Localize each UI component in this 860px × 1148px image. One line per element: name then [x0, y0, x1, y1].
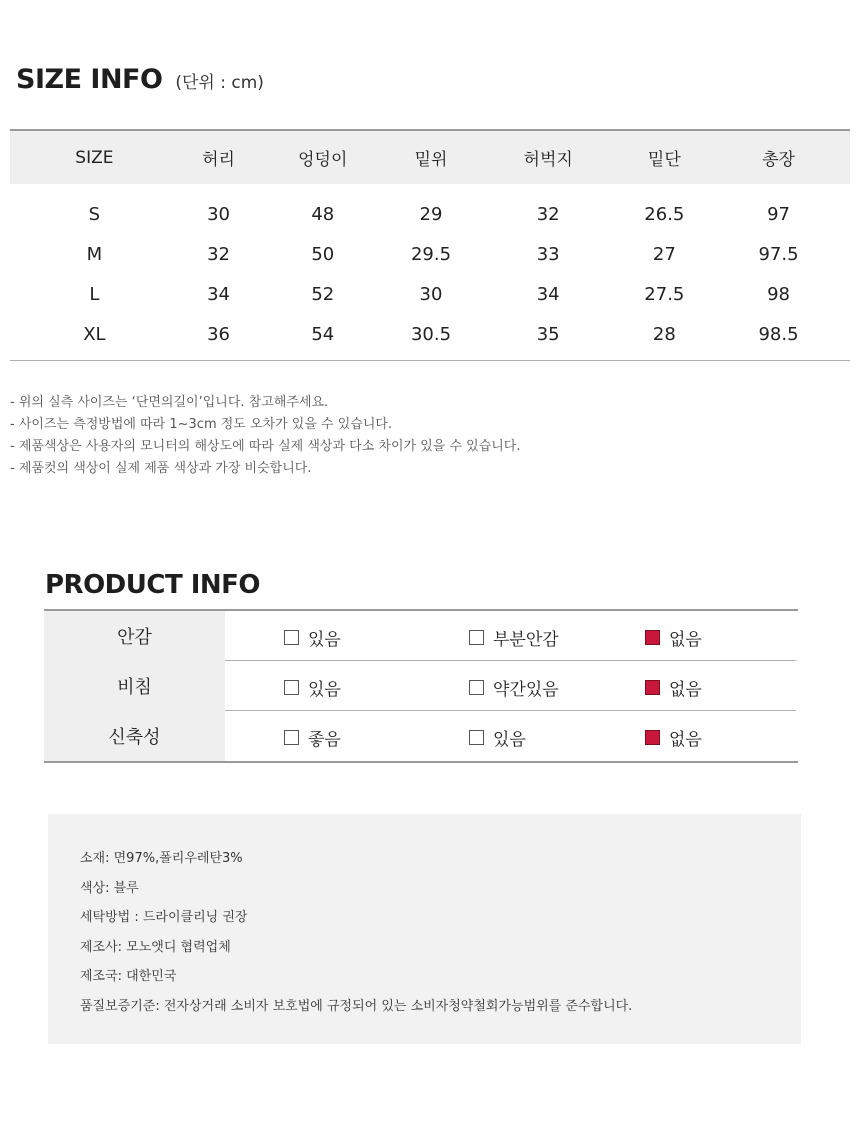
size-table-header: [10, 131, 850, 184]
option-label: 좋음: [308, 730, 341, 750]
product-row-sheerness: [44, 661, 798, 711]
option-item: [469, 725, 526, 750]
option-item: [645, 625, 702, 650]
option-item: [469, 675, 559, 700]
table-cell: 50: [311, 243, 335, 265]
table-cell: 34: [207, 283, 230, 305]
detail-material: 소재: 면97%,폴리우레탄3%: [80, 851, 243, 866]
detail-origin: 제조국: 대한민국: [80, 969, 177, 984]
header-cell-size: SIZE: [75, 147, 114, 168]
checkbox-icon: [469, 680, 484, 695]
option-label: 없음: [669, 730, 702, 750]
product-info-table: [44, 609, 798, 763]
table-cell: 35: [536, 323, 560, 345]
checkbox-icon: [284, 680, 299, 695]
header-cell-rise: 밑위: [414, 150, 448, 170]
checkbox-icon: [645, 680, 660, 695]
table-cell: 30: [419, 283, 443, 305]
size-info-title: [16, 64, 264, 95]
product-row-label: 신축성: [44, 711, 225, 761]
checkbox-icon: [645, 630, 660, 645]
note-line: - 제품컷의 색상이 실제 제품 색상과 가장 비슷합니다.: [10, 461, 312, 476]
header-cell-hem: 밑단: [647, 150, 681, 170]
table-cell: 52: [311, 283, 335, 305]
checkbox-icon: [645, 730, 660, 745]
checkbox-icon: [469, 730, 484, 745]
product-options: [225, 661, 796, 711]
option-item: [645, 675, 702, 700]
table-cell: L: [89, 283, 100, 305]
option-item: [469, 625, 559, 650]
option-item: [645, 725, 702, 750]
size-info-heading: SIZE INFO: [16, 64, 163, 95]
detail-color: 색상: 블루: [80, 880, 139, 896]
product-row-label: 안감: [44, 611, 225, 661]
table-row: [10, 194, 850, 234]
table-cell: 26.5: [644, 203, 685, 225]
product-info-title: PRODUCT INFO: [45, 570, 261, 600]
table-cell: 97.5: [758, 243, 799, 265]
header-cell-waist: 허리: [202, 150, 235, 170]
table-cell: 54: [311, 323, 335, 345]
product-row-lining: [44, 611, 798, 661]
option-item: [284, 725, 341, 750]
product-row-label: 비침: [44, 661, 225, 711]
product-row-stretch: [44, 711, 798, 761]
table-cell: 36: [207, 323, 230, 345]
table-cell: 48: [311, 203, 335, 225]
table-cell: 98.5: [758, 323, 799, 345]
size-table-body: [10, 184, 850, 361]
table-row: [10, 274, 850, 314]
table-cell: 29: [419, 203, 443, 225]
option-item: [284, 625, 341, 650]
table-cell: 30.5: [410, 323, 452, 345]
table-cell: 32: [536, 203, 560, 225]
product-options: [225, 711, 796, 761]
detail-washing: 세탁방법 : 드라이클리닝 권장: [80, 910, 248, 925]
checkbox-icon: [284, 630, 299, 645]
table-cell: 29.5: [410, 243, 452, 265]
product-options: [225, 611, 796, 661]
size-notes: [10, 392, 521, 480]
checkbox-icon: [469, 630, 484, 645]
table-cell: M: [86, 243, 103, 265]
table-cell: 27.5: [644, 283, 685, 305]
option-label: 없음: [669, 630, 702, 650]
product-details-box: [48, 814, 801, 1044]
size-table: [10, 129, 850, 361]
table-cell: 34: [536, 283, 560, 305]
table-row: [10, 234, 850, 274]
table-cell: 33: [536, 243, 560, 265]
option-label: 있음: [493, 730, 526, 750]
product-details-list: [80, 844, 632, 1021]
table-cell: XL: [83, 323, 106, 345]
detail-manufacturer: 제조사: 모노앳디 협력업체: [80, 939, 231, 955]
option-item: [284, 675, 341, 700]
note-line: - 제품색상은 사용자의 모니터의 해상도에 따라 실제 색상과 다소 차이가 있을 수 있습니다.: [10, 439, 521, 454]
option-label: 없음: [669, 680, 702, 700]
header-cell-hip: 엉덩이: [298, 150, 348, 170]
table-cell: S: [88, 203, 101, 225]
checkbox-icon: [284, 730, 299, 745]
table-row: [10, 314, 850, 354]
option-label: 약간있음: [493, 680, 559, 700]
table-cell: 32: [207, 243, 230, 265]
option-label: 있음: [308, 680, 341, 700]
table-cell: 97: [767, 203, 790, 225]
table-cell: 27: [652, 243, 676, 265]
note-line: - 사이즈는 측정방법에 따라 1~3cm 정도 오차가 있을 수 있습니다.: [10, 417, 393, 432]
note-line: - 위의 실측 사이즈는 ‘단면의길이’입니다. 참고해주세요.: [10, 395, 329, 410]
header-cell-thigh: 허벅지: [523, 150, 573, 170]
table-cell: 28: [652, 323, 676, 345]
option-label: 부분안감: [493, 630, 559, 650]
option-label: 있음: [308, 630, 341, 650]
header-cell-length: 총장: [762, 150, 795, 170]
detail-warranty: 품질보증기준: 전자상거래 소비자 보호법에 규정되어 있는 소비자청약철회가능범위를 준수합니다.: [80, 998, 633, 1014]
size-unit-label: (단위 : cm): [175, 73, 264, 93]
table-cell: 30: [207, 203, 230, 225]
table-cell: 98: [767, 283, 790, 305]
